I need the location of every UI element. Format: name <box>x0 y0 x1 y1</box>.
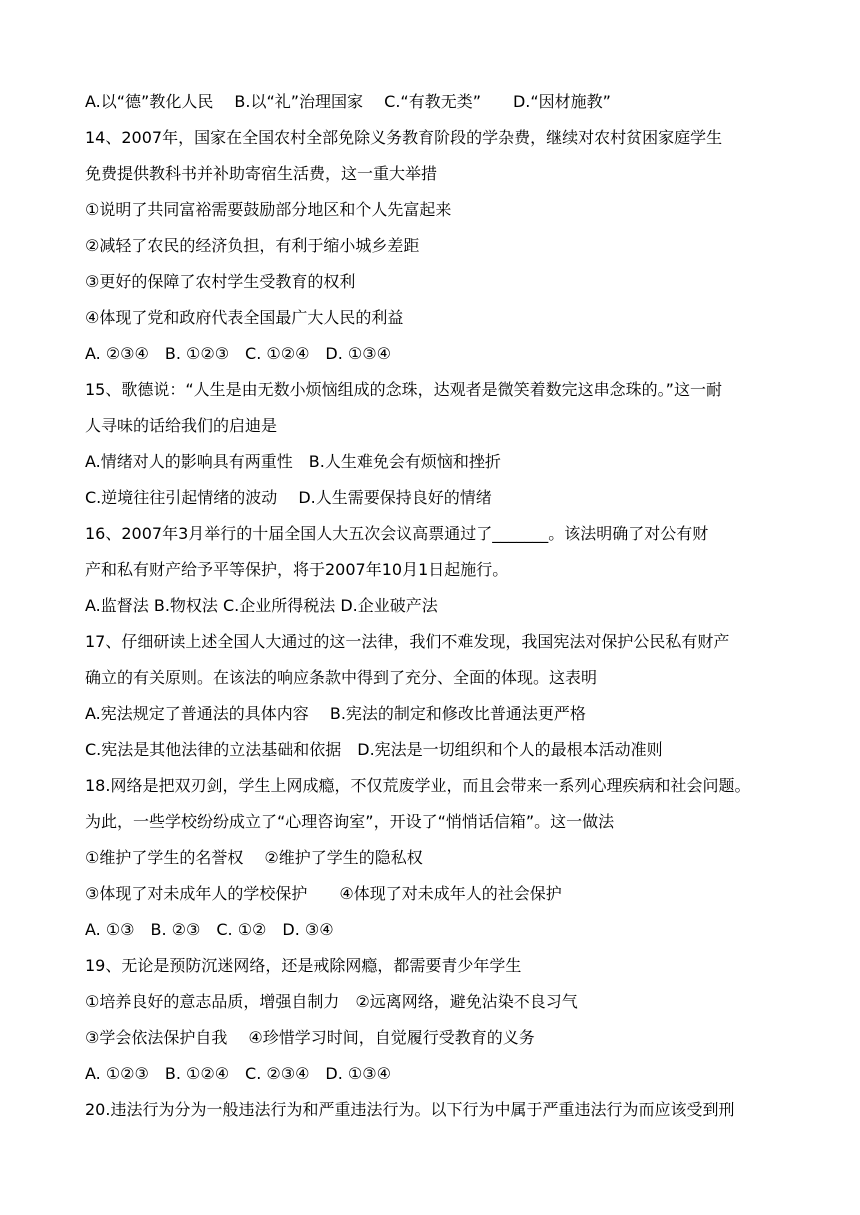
option-line: ③学会依法保护自我 ④珍惜学习时间，自觉履行受教育的义务 <box>85 1028 535 1047</box>
answer-choices: A. ②③④ B. ①②③ C. ①②④ D. ①③④ <box>85 344 391 363</box>
option-line: ③更好的保障了农村学生受教育的权利 <box>85 272 356 291</box>
question-15-stem: 15、歌德说：“人生是由无数小烦恼组成的念珠，达观者是微笑着数完这串念珠的。”这一耐 <box>85 380 722 399</box>
answer-choices: C.逆境往往引起情绪的波动 D.人生需要保持良好的情绪 <box>85 488 492 507</box>
option-line: ③体现了对未成年人的学校保护 ④体现了对未成年人的社会保护 <box>85 884 562 903</box>
question-18-stem: 18.网络是把双刃剑，学生上网成瘾，不仅荒废学业，而且会带来一系列心理疾病和社会问题。 <box>85 776 751 795</box>
question-19-stem: 19、无论是预防沉迷网络，还是戒除网瘾，都需要青少年学生 <box>85 956 522 975</box>
option-line: ①维护了学生的名誉权 ②维护了学生的隐私权 <box>85 848 423 867</box>
option-line: ①说明了共同富裕需要鼓励部分地区和个人先富起来 <box>85 200 452 219</box>
option-line: ④体现了党和政府代表全国最广大人民的利益 <box>85 308 404 327</box>
answer-choices: A. ①③ B. ②③ C. ①② D. ③④ <box>85 920 334 939</box>
question-16-stem: 16、2007年3月举行的十届全国人大五次会议高票通过了_______。该法明确了对公有财 <box>85 524 709 543</box>
answer-choices: A. ①②③ B. ①②④ C. ②③④ D. ①③④ <box>85 1064 391 1083</box>
answer-choices: A.情绪对人的影响具有两重性 B.人生难免会有烦恼和挫折 <box>85 452 501 471</box>
question-14-stem: 14、2007年，国家在全国农村全部免除义务教育阶段的学杂费，继续对农村贫困家庭学生 <box>85 128 723 147</box>
text-line: 确立的有关原则。在该法的响应条款中得到了充分、全面的体现。这表明 <box>85 668 598 687</box>
answer-choices: C.宪法是其他法律的立法基础和依据 D.宪法是一切组织和个人的最根本活动准则 <box>85 740 663 759</box>
option-line: ②减轻了农民的经济负担，有利于缩小城乡差距 <box>85 236 420 255</box>
answer-choices: A.宪法规定了普通法的具体内容 B.宪法的制定和修改比普通法更严格 <box>85 704 586 723</box>
answer-choices: A.监督法 B.物权法 C.企业所得税法 D.企业破产法 <box>85 596 438 615</box>
option-line: ①培养良好的意志品质，增强自制力 ②远离网络，避免沾染不良习气 <box>85 992 578 1011</box>
text-line: 为此，一些学校纷纷成立了“心理咨询室”，开设了“悄悄话信箱”。这一做法 <box>85 812 615 831</box>
text-line: 产和私有财产给予平等保护，将于2007年10月1日起施行。 <box>85 560 509 579</box>
text-line: 人寻味的话给我们的启迪是 <box>85 416 278 435</box>
question-20-stem: 20.违法行为分为一般违法行为和严重违法行为。以下行为中属于严重违法行为而应该受到刑 <box>85 1100 735 1119</box>
question-17-stem: 17、仔细研读上述全国人大通过的这一法律，我们不难发现，我国宪法对保护公民私有财产 <box>85 632 730 651</box>
text-line: A.以“德”教化人民 B.以“礼”治理国家 C.“有教无类” D.“因材施教” <box>85 92 611 111</box>
text-line: 免费提供教科书并补助寄宿生活费，这一重大举措 <box>85 164 438 183</box>
